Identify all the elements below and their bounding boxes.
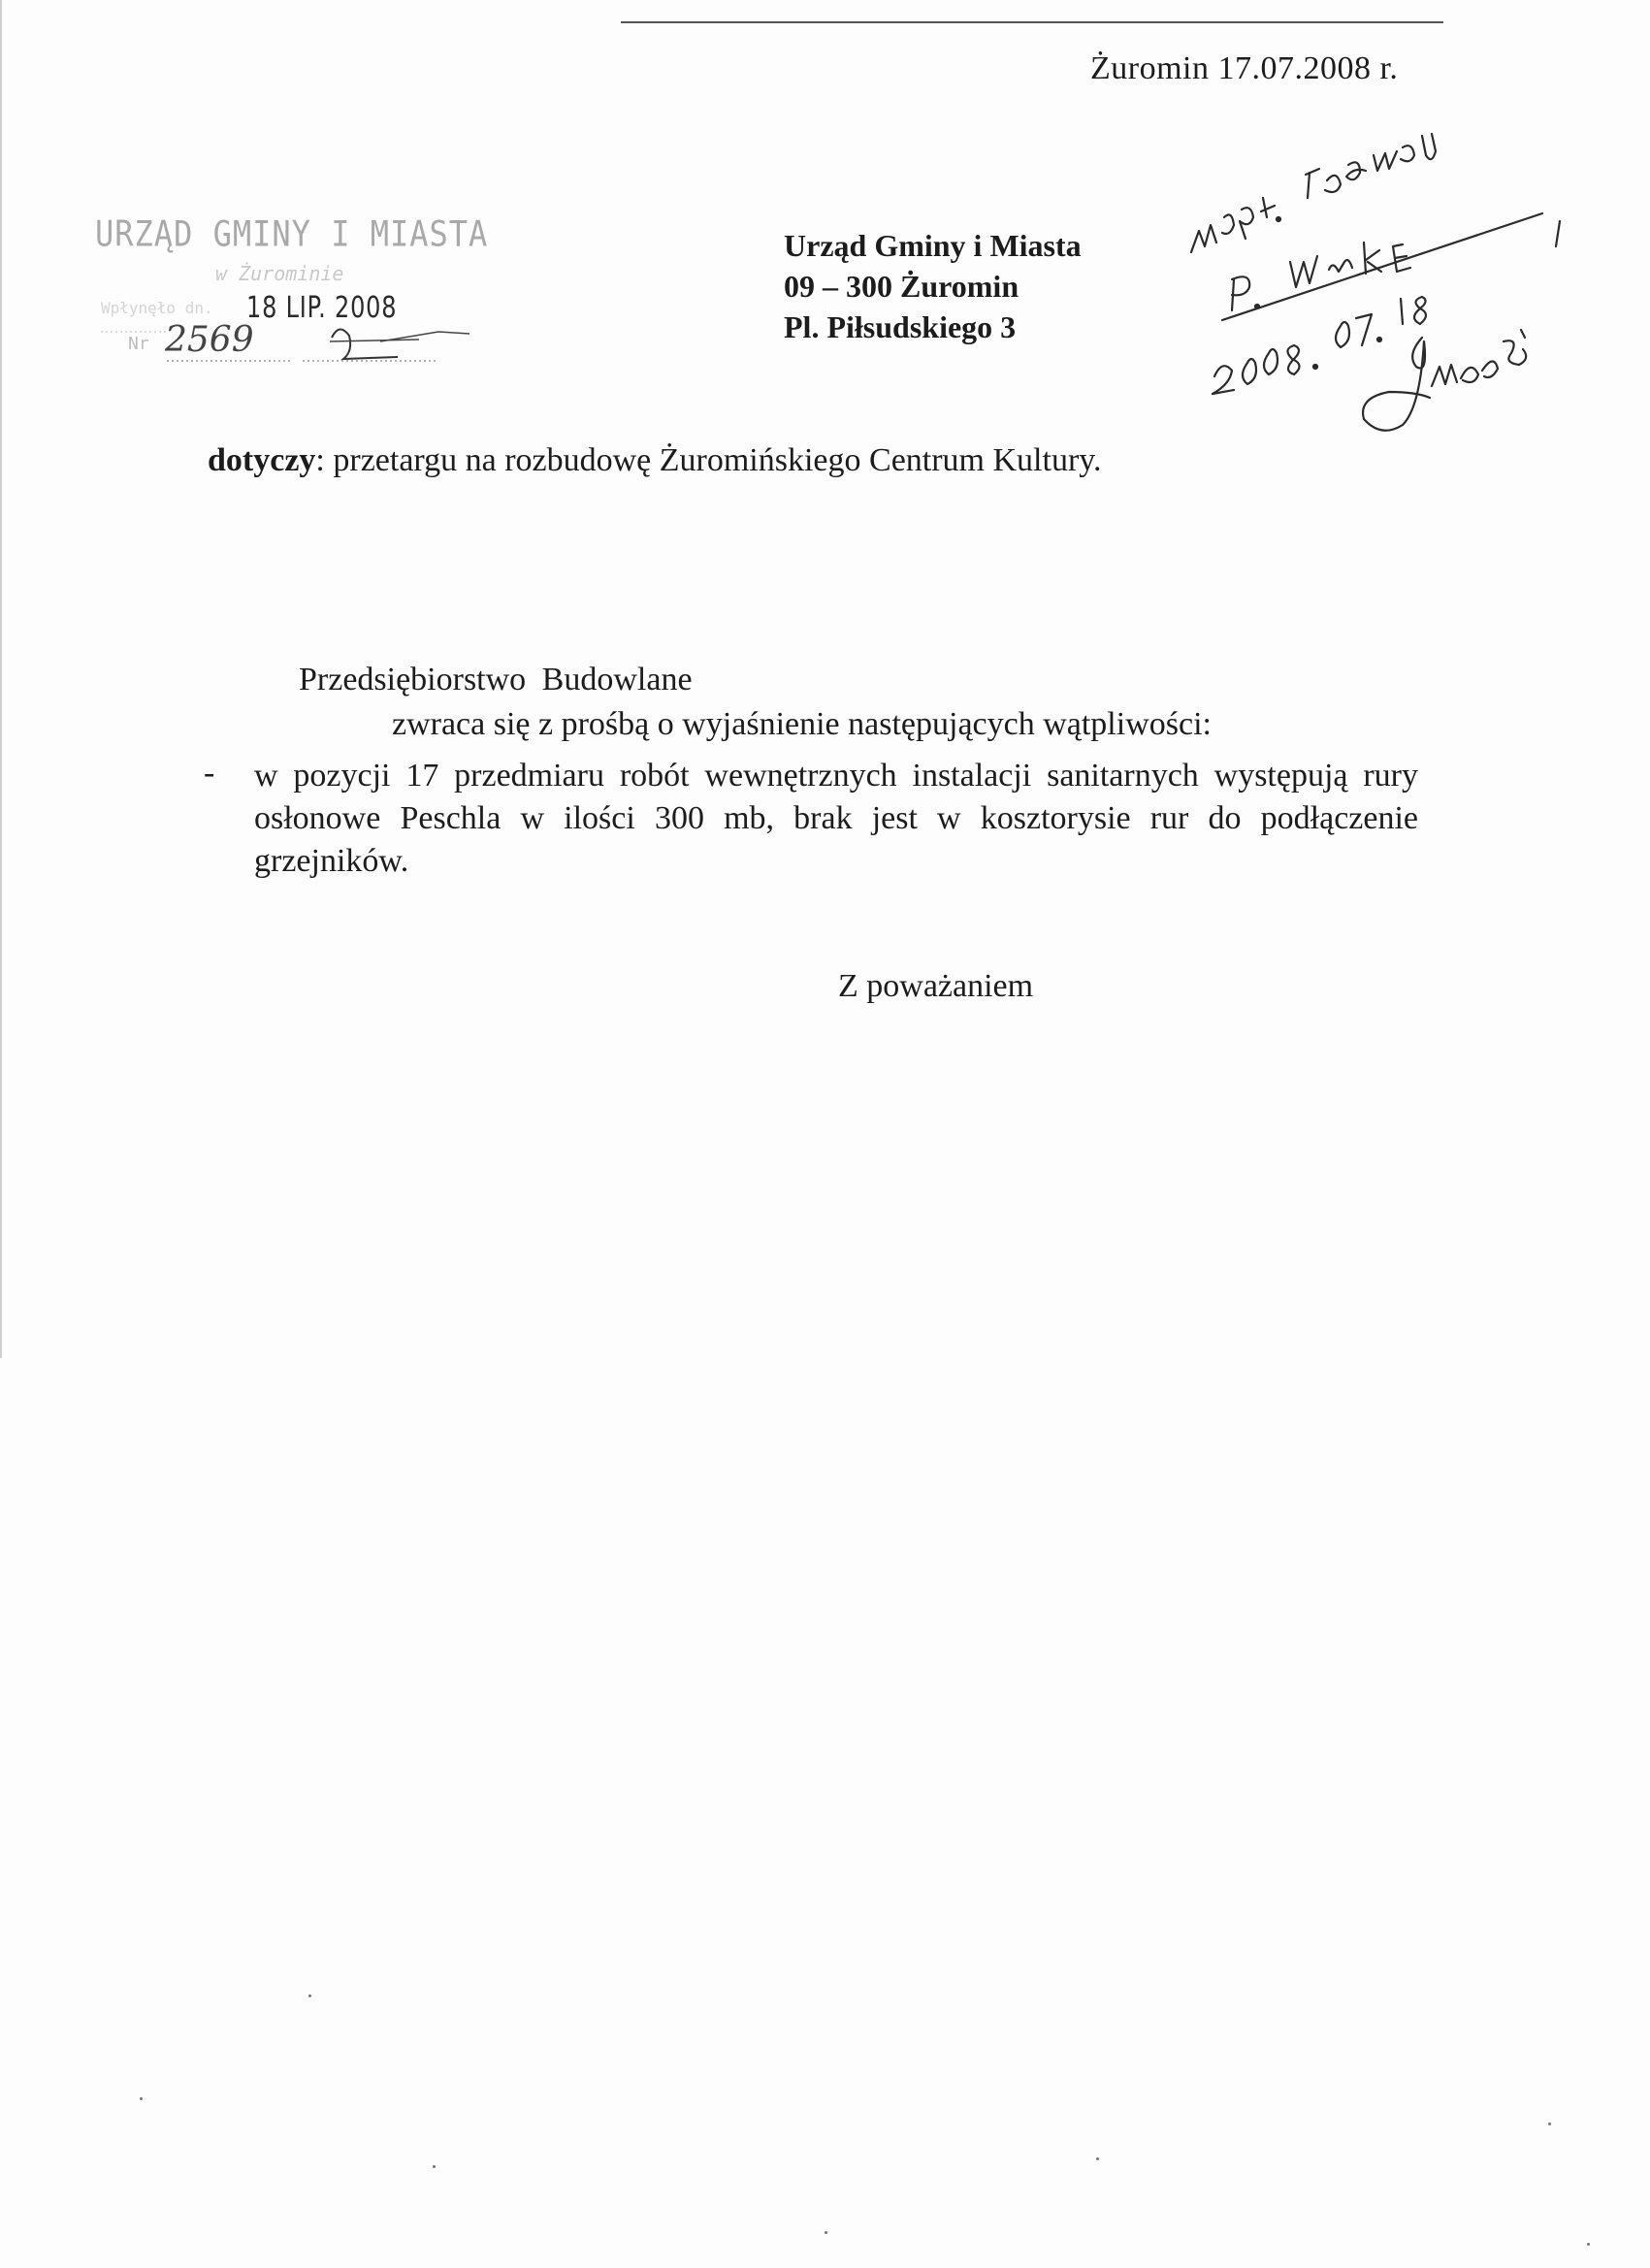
- scan-speck: [433, 2165, 436, 2168]
- subject-label: dotyczy: [208, 442, 316, 478]
- header-rule: [621, 21, 1443, 23]
- stamp-town: w Żurominie: [215, 262, 344, 285]
- recipient-address: [784, 225, 1082, 347]
- bullet-text: w pozycji 17 przedmiaru robót wewnętrznych instalacji sanitarnych występują rury osłonowe Peschla w ilości 300 mb, brak jest w kosztorysie rur do podłączenie grzejników.: [254, 758, 1418, 879]
- stamp-received-label: Wpłynęło dn.: [101, 299, 213, 317]
- closing-line: Z poważaniem: [838, 968, 1034, 1004]
- subject-line: [208, 442, 1102, 479]
- scan-speck: [825, 2231, 827, 2234]
- scan-speck: [1548, 2122, 1551, 2125]
- stamp-nr-value: 2569: [165, 320, 254, 360]
- scan-speck: [308, 1994, 311, 1997]
- recipient-line-2: 09 – 300 Żuromin: [784, 269, 1019, 304]
- scan-speck: [1096, 2157, 1099, 2160]
- bullet-marker: -: [204, 755, 215, 791]
- handwritten-annotation: [1174, 116, 1562, 446]
- incoming-stamp: [89, 206, 506, 390]
- scan-speck: [140, 2097, 143, 2100]
- recipient-line-1: Urząd Gminy i Miasta: [784, 228, 1082, 263]
- request-line: zwraca się z prośbą o wyjaśnienie następujących wątpliwości:: [392, 706, 1212, 742]
- subject-text: : przetargu na rozbudowę Żuromińskiego Centrum Kultury.: [315, 442, 1102, 478]
- letter-date: Żuromin 17.07.2008 r.: [1090, 50, 1399, 86]
- stamp-nr-label: Nr: [128, 334, 149, 354]
- company-name: Przedsiębiorstwo Budowlane: [299, 662, 693, 697]
- scan-edge: [0, 0, 2, 1358]
- stamp-title: URZĄD GMINY I MIASTA: [95, 212, 489, 255]
- scan-speck: [1587, 2243, 1590, 2246]
- handwriting-strokes: [1174, 116, 1562, 446]
- recipient-line-3: Pl. Piłsudskiego 3: [784, 309, 1017, 344]
- stamp-date: 18 LIP. 2008: [246, 291, 398, 325]
